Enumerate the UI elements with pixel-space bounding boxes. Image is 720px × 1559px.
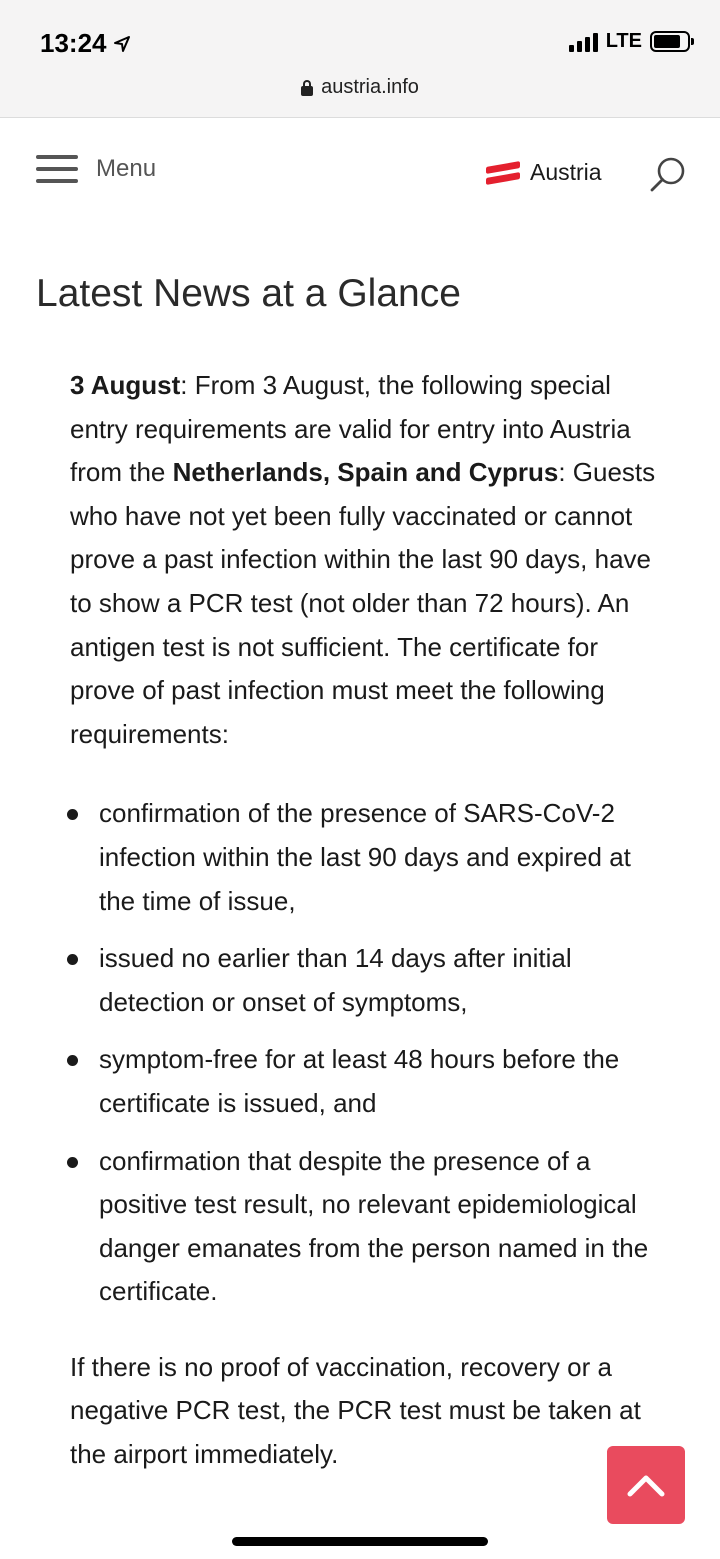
article-body (70, 364, 660, 1477)
list-item: symptom-free for at least 48 hours before the certificate is issued, and (70, 1038, 660, 1125)
article-intro (70, 364, 660, 756)
location-arrow-icon (113, 35, 131, 53)
battery-icon (650, 31, 690, 52)
status-time: 13:24 (40, 28, 107, 58)
address-bar[interactable] (0, 76, 720, 99)
list-item: issued no earlier than 14 days after initial detection or onset of symptoms, (70, 937, 660, 1024)
page-title: Latest News at a Glance (36, 272, 461, 315)
lock-icon (301, 80, 313, 96)
menu-button[interactable] (36, 155, 156, 183)
brand-logo-link[interactable] (486, 159, 602, 186)
hamburger-icon (36, 155, 78, 183)
list-item: confirmation of the presence of SARS-CoV-2 infection within the last 90 days and expired at the time of issue, (70, 792, 660, 923)
network-type: LTE (605, 30, 642, 52)
list-item: confirmation that despite the presence of a positive test result, no relevant epidemiological danger emanates from the person named in the certificate. (70, 1140, 660, 1314)
chevron-up-icon (626, 1472, 666, 1498)
status-indicators (569, 30, 690, 53)
brand-label: Austria (530, 159, 602, 185)
intro-text-2: : Guests who have not yet been fully vaccinated or cannot prove a past infection within the last 90 days, have to show a PCR test (not older than 72 hours). An antigen test is not sufficient. The certificate for prove of past infection must meet the following requirements: (70, 457, 656, 749)
search-icon (648, 155, 688, 195)
menu-label: Menu (96, 155, 157, 182)
intro-text-1: : From 3 August, the following special entry requirements are valid for entry into Austria from the (70, 370, 631, 488)
search-button[interactable] (648, 155, 688, 195)
home-indicator[interactable] (232, 1537, 488, 1546)
signal-icon (569, 32, 598, 52)
requirements-list (70, 792, 660, 1314)
austria-flag-icon (486, 161, 520, 185)
article-countries: Netherlands, Spain and Cyprus (172, 457, 559, 488)
site-header (0, 119, 720, 229)
status-bar (0, 0, 720, 118)
article-closing: If there is no proof of vaccination, recovery or a negative PCR test, the PCR test must be taken at the airport immediately. (70, 1351, 641, 1470)
status-time-group (40, 28, 131, 59)
url-text: austria.info (321, 76, 419, 98)
article-date: 3 August (70, 370, 181, 400)
scroll-to-top-button[interactable] (607, 1446, 685, 1524)
